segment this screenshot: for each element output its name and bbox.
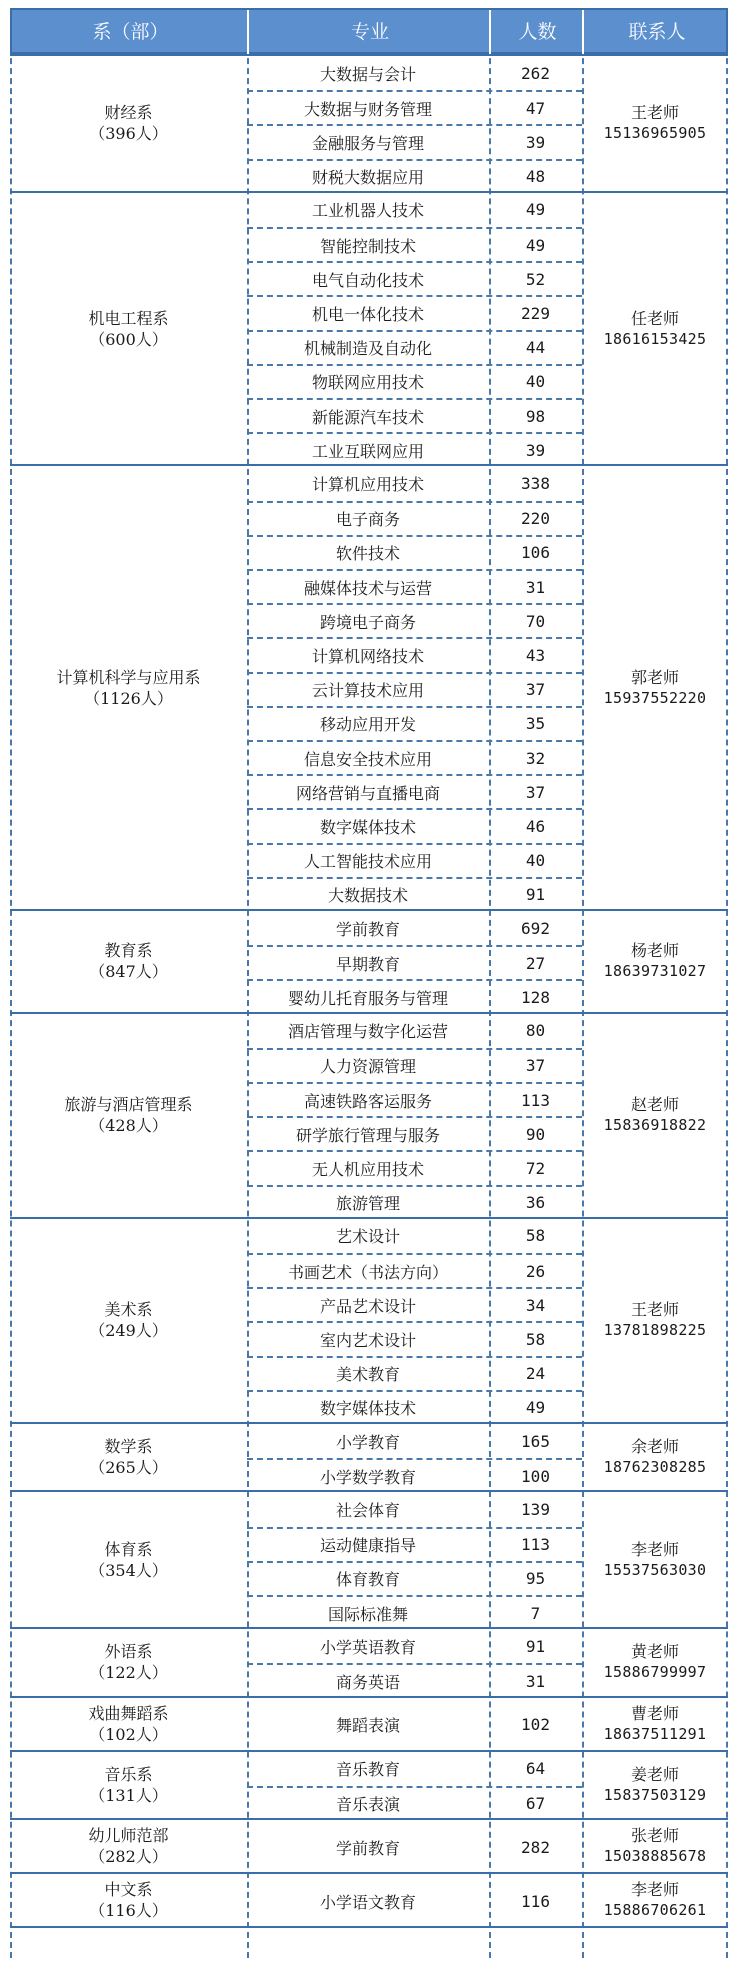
major-name: 人力资源管理 [319, 1057, 416, 1077]
major-count: 98 [525, 406, 546, 426]
table-row [247, 1698, 582, 1752]
table-row [247, 295, 582, 329]
dept-name: 教育系 [104, 941, 153, 961]
major-name: 社会体育 [335, 1500, 400, 1520]
table-row [247, 1321, 582, 1355]
contact-cell [582, 1492, 728, 1627]
dept-total: （354人） [89, 1560, 168, 1580]
major-count: 80 [525, 1021, 546, 1041]
dept-name: 计算机科学与应用系 [56, 667, 201, 687]
dept-cell [10, 1698, 247, 1750]
table-row [247, 1527, 582, 1561]
major-count: 165 [521, 1431, 550, 1451]
major-name: 电气自动化技术 [311, 270, 424, 290]
major-count: 64 [525, 1759, 546, 1779]
major-count: 692 [521, 918, 550, 938]
table-row [247, 637, 582, 671]
major-count: 32 [525, 748, 546, 768]
department-group [10, 1490, 728, 1627]
major-name: 网络营销与直播电商 [295, 783, 440, 803]
major-count: 34 [525, 1295, 546, 1315]
dept-cell [10, 1629, 247, 1695]
contact-name: 曹老师 [630, 1703, 679, 1723]
major-name: 美术教育 [335, 1365, 400, 1385]
contact-name: 李老师 [630, 1539, 679, 1559]
major-count: 91 [525, 885, 546, 905]
contact-name: 任老师 [630, 308, 679, 328]
major-name: 新能源汽车技术 [311, 407, 424, 427]
major-name: 国际标准舞 [327, 1604, 408, 1624]
table-row [247, 398, 582, 432]
table-row [247, 1356, 582, 1390]
major-count: 95 [525, 1569, 546, 1589]
major-count: 44 [525, 338, 546, 358]
contact-phone: 18637511291 [603, 1724, 707, 1743]
contact-phone: 15886799997 [603, 1663, 707, 1682]
contact-phone: 15837503129 [603, 1785, 707, 1804]
department-group [10, 909, 728, 1012]
dept-total: （428人） [89, 1116, 168, 1136]
contact-name: 黄老师 [630, 1642, 679, 1662]
major-name: 书画艺术（书法方向） [287, 1262, 448, 1282]
table-row [247, 501, 582, 535]
major-name: 大数据与会计 [319, 64, 416, 84]
table-row [247, 124, 582, 158]
major-name: 智能控制技术 [319, 236, 416, 256]
major-name: 工业机器人技术 [311, 201, 424, 221]
major-name: 数字媒体技术 [319, 817, 416, 837]
major-count: 36 [525, 1193, 546, 1213]
major-count: 113 [521, 1090, 550, 1110]
major-name: 小学英语教育 [319, 1637, 416, 1657]
department-group [10, 1750, 728, 1818]
major-name: 小学语文教育 [319, 1892, 416, 1912]
table-row [247, 1561, 582, 1595]
contact-cell [582, 56, 728, 191]
contact-phone: 15537563030 [603, 1560, 707, 1579]
contact-phone: 15836918822 [603, 1116, 707, 1135]
major-count: 67 [525, 1794, 546, 1814]
dept-cell [10, 193, 247, 465]
dept-cell [10, 1874, 247, 1926]
major-name: 云计算技术应用 [311, 681, 424, 701]
major-name: 高速铁路客运服务 [303, 1091, 432, 1111]
major-name: 跨境电子商务 [319, 612, 416, 632]
major-name: 工业互联网应用 [311, 441, 424, 461]
table-row [247, 159, 582, 193]
dept-cell [10, 1219, 247, 1422]
table-row [247, 56, 582, 90]
table-row [247, 330, 582, 364]
contact-phone: 15937552220 [603, 688, 707, 707]
dept-total: （116人） [89, 1901, 168, 1920]
table-row [247, 740, 582, 774]
dept-total: （265人） [89, 1458, 168, 1478]
contact-cell [582, 1219, 728, 1422]
major-name: 软件技术 [335, 544, 400, 564]
major-count: 40 [525, 372, 546, 392]
major-count: 139 [521, 1499, 550, 1519]
major-count: 102 [521, 1715, 550, 1735]
major-count: 106 [521, 543, 550, 563]
table-row [247, 672, 582, 706]
table-row [247, 1219, 582, 1253]
contact-cell [582, 1874, 728, 1926]
table-row [247, 1390, 582, 1424]
major-count: 113 [521, 1535, 550, 1555]
table-row [247, 1629, 582, 1663]
major-name: 计算机网络技术 [311, 646, 424, 666]
major-count: 49 [525, 1398, 546, 1418]
major-count: 37 [525, 782, 546, 802]
major-count: 100 [521, 1466, 550, 1486]
major-count: 31 [525, 1671, 546, 1691]
table-row [247, 843, 582, 877]
table-row [247, 1185, 582, 1219]
major-count: 40 [525, 851, 546, 871]
major-name: 早期教育 [335, 954, 400, 974]
enrollment-table [10, 8, 728, 1958]
major-count: 72 [525, 1158, 546, 1178]
table-row [247, 1150, 582, 1184]
dept-name: 机电工程系 [88, 308, 169, 328]
major-name: 研学旅行管理与服务 [295, 1125, 440, 1145]
dept-total: （131人） [89, 1785, 168, 1805]
major-count: 48 [525, 167, 546, 187]
table-row [247, 1424, 582, 1458]
major-count: 58 [525, 1329, 546, 1349]
dept-name: 体育系 [104, 1539, 153, 1559]
major-name: 移动应用开发 [319, 715, 416, 735]
dept-cell [10, 466, 247, 909]
dept-cell [10, 1424, 247, 1490]
dept-cell [10, 56, 247, 191]
major-name: 小学数学教育 [319, 1467, 416, 1487]
dept-total: （847人） [89, 962, 168, 982]
header-count: 人数 [518, 21, 557, 43]
table-row [247, 774, 582, 808]
major-count: 220 [521, 509, 550, 529]
major-name: 数字媒体技术 [319, 1399, 416, 1419]
major-name: 舞蹈表演 [335, 1716, 400, 1736]
dept-total: （396人） [89, 124, 168, 144]
major-name: 物联网应用技术 [311, 373, 424, 393]
table-row [247, 227, 582, 261]
major-name: 旅游管理 [335, 1194, 400, 1214]
contact-phone: 18616153425 [603, 329, 707, 348]
contact-name: 杨老师 [630, 941, 679, 961]
table-row [247, 1874, 582, 1928]
table-row [247, 466, 582, 500]
major-name: 音乐教育 [335, 1760, 400, 1780]
department-group [10, 1872, 728, 1926]
table-row [247, 1663, 582, 1697]
table-row [247, 90, 582, 124]
header-major: 专业 [350, 21, 389, 43]
department-group [10, 1696, 728, 1750]
table-row [247, 1595, 582, 1629]
dept-total: （1126人） [84, 688, 173, 708]
major-name: 电子商务 [335, 510, 400, 530]
major-count: 37 [525, 680, 546, 700]
contact-cell [582, 1752, 728, 1818]
major-name: 人工智能技术应用 [303, 852, 432, 872]
contact-cell [582, 1820, 728, 1872]
table-header [10, 8, 728, 54]
major-count: 128 [521, 987, 550, 1007]
major-count: 70 [525, 611, 546, 631]
table-row [247, 569, 582, 603]
table-row [247, 808, 582, 842]
major-name: 室内艺术设计 [319, 1330, 416, 1350]
table-row [247, 193, 582, 227]
table-row [247, 364, 582, 398]
contact-cell [582, 1014, 728, 1217]
major-count: 116 [521, 1891, 550, 1911]
table-row [247, 911, 582, 945]
contact-name: 郭老师 [630, 667, 679, 687]
table-row [247, 1082, 582, 1116]
major-name: 大数据与财务管理 [303, 99, 432, 119]
contact-name: 李老师 [630, 1880, 679, 1899]
major-name: 运动健康指导 [319, 1536, 416, 1556]
major-count: 35 [525, 714, 546, 734]
major-name: 体育教育 [335, 1570, 400, 1590]
contact-name: 赵老师 [630, 1095, 679, 1115]
department-group [10, 1217, 728, 1422]
major-name: 财税大数据应用 [311, 168, 424, 188]
table-row [247, 432, 582, 466]
major-name: 婴幼儿托育服务与管理 [287, 988, 448, 1008]
contact-cell [582, 911, 728, 1012]
contact-cell [582, 193, 728, 465]
contact-phone: 15136965905 [603, 124, 707, 143]
contact-cell [582, 466, 728, 909]
table-row [247, 1253, 582, 1287]
major-count: 49 [525, 200, 546, 220]
table-row [247, 1458, 582, 1492]
contact-cell [582, 1629, 728, 1695]
contact-name: 余老师 [630, 1437, 679, 1457]
contact-phone: 15038885678 [603, 1847, 707, 1865]
table-row [247, 1014, 582, 1048]
major-name: 艺术设计 [335, 1227, 400, 1247]
major-count: 39 [525, 440, 546, 460]
major-count: 90 [525, 1124, 546, 1144]
dept-total: （102人） [89, 1724, 168, 1744]
major-name: 小学教育 [335, 1432, 400, 1452]
major-name: 金融服务与管理 [311, 133, 424, 153]
dept-name: 外语系 [104, 1642, 153, 1662]
major-count: 31 [525, 577, 546, 597]
major-count: 26 [525, 1261, 546, 1281]
major-count: 43 [525, 645, 546, 665]
dept-total: （600人） [89, 329, 168, 349]
major-name: 融媒体技术与运营 [303, 578, 432, 598]
contact-name: 王老师 [630, 103, 679, 123]
major-name: 机电一体化技术 [311, 304, 424, 324]
table-row [247, 1752, 582, 1786]
table-row [247, 1820, 582, 1874]
major-name: 信息安全技术应用 [303, 749, 432, 769]
header-contact: 联系人 [628, 21, 686, 43]
dept-name: 戏曲舞蹈系 [88, 1703, 169, 1723]
contact-phone: 13781898225 [603, 1321, 707, 1340]
department-group [10, 1818, 728, 1872]
contact-phone: 18762308285 [603, 1458, 707, 1477]
dept-total: （122人） [89, 1663, 168, 1683]
table-row [247, 261, 582, 295]
dept-name: 旅游与酒店管理系 [64, 1095, 193, 1115]
major-name: 大数据技术 [327, 886, 408, 906]
major-name: 无人机应用技术 [311, 1159, 424, 1179]
table-row [247, 1492, 582, 1526]
dept-name: 数学系 [104, 1437, 153, 1457]
table-row [247, 877, 582, 911]
dept-total: （282人） [89, 1847, 168, 1866]
contact-cell [582, 1424, 728, 1490]
major-count: 282 [521, 1837, 550, 1857]
major-count: 91 [525, 1636, 546, 1656]
contact-cell [582, 1698, 728, 1750]
major-name: 机械制造及自动化 [303, 339, 432, 359]
table-row [247, 1287, 582, 1321]
contact-phone: 15886706261 [603, 1901, 707, 1919]
table-bottom-border [10, 1926, 728, 1928]
major-count: 24 [525, 1364, 546, 1384]
major-name: 音乐表演 [335, 1795, 400, 1815]
dept-cell [10, 1014, 247, 1217]
major-count: 7 [530, 1603, 541, 1623]
major-name: 学前教育 [335, 1838, 400, 1858]
table-row [247, 535, 582, 569]
dept-name: 美术系 [104, 1300, 153, 1320]
major-name: 学前教育 [335, 919, 400, 939]
contact-name: 姜老师 [630, 1764, 679, 1784]
dept-cell [10, 1752, 247, 1818]
dept-total: （249人） [89, 1321, 168, 1341]
department-group [10, 1422, 728, 1490]
major-count: 52 [525, 269, 546, 289]
major-count: 49 [525, 235, 546, 255]
major-count: 37 [525, 1056, 546, 1076]
contact-name: 张老师 [630, 1826, 679, 1845]
department-group [10, 54, 728, 191]
dept-name: 幼儿师范部 [88, 1826, 169, 1845]
major-name: 计算机应用技术 [311, 474, 424, 494]
dept-cell [10, 911, 247, 1012]
table-row [247, 603, 582, 637]
table-row [247, 945, 582, 979]
dept-name: 中文系 [104, 1880, 153, 1899]
dept-name: 音乐系 [104, 1764, 153, 1784]
dept-cell [10, 1492, 247, 1627]
department-group [10, 464, 728, 909]
major-count: 262 [521, 63, 550, 83]
major-count: 338 [521, 473, 550, 493]
dept-name: 财经系 [104, 103, 153, 123]
department-group [10, 1627, 728, 1695]
dept-cell [10, 1820, 247, 1872]
major-count: 47 [525, 98, 546, 118]
major-count: 58 [525, 1226, 546, 1246]
major-count: 229 [521, 303, 550, 323]
department-group [10, 191, 728, 465]
major-count: 27 [525, 953, 546, 973]
major-name: 商务英语 [335, 1672, 400, 1692]
table-row [247, 1116, 582, 1150]
contact-name: 王老师 [630, 1300, 679, 1320]
major-count: 46 [525, 816, 546, 836]
major-name: 产品艺术设计 [319, 1296, 416, 1316]
major-count: 39 [525, 132, 546, 152]
table-row [247, 706, 582, 740]
table-row [247, 979, 582, 1013]
table-row [247, 1786, 582, 1820]
major-name: 酒店管理与数字化运营 [287, 1022, 448, 1042]
header-dept: 系（部） [92, 21, 169, 43]
table-row [247, 1048, 582, 1082]
department-group [10, 1012, 728, 1217]
contact-phone: 18639731027 [603, 962, 707, 981]
